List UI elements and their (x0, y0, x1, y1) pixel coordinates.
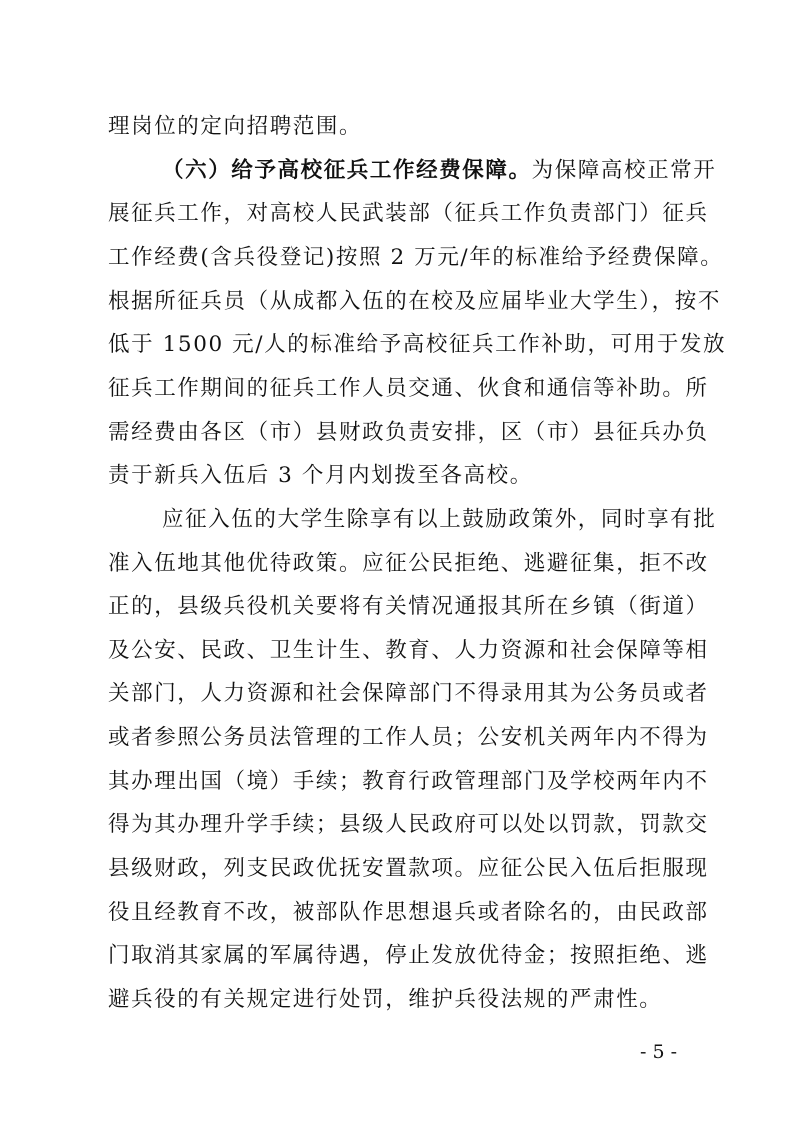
text-line: 展征兵工作，对高校人民武装部（征兵工作负责部门）征兵 (108, 201, 709, 226)
text-line: 准入伍地其他优待政策。应征公民拒绝、逃避征集，拒不改 (108, 551, 709, 576)
section-heading-line: （六）给予高校征兵工作经费保障。为保障高校正常开 (162, 158, 717, 183)
paragraph-start-line: 应征入伍的大学生除享有以上鼓励政策外，同时享有批 (162, 507, 717, 532)
text-line: 县级财政，列支民政优抚安置款项。应征公民入伍后拒服现 (108, 856, 709, 881)
text-line: 或者参照公务员法管理的工作人员；公安机关两年内不得为 (108, 725, 709, 750)
text-line: 及公安、民政、卫生计生、教育、人力资源和社会保障等相 (108, 638, 709, 663)
text-line: 理岗位的定向招聘范围。 (108, 114, 363, 139)
text-line: 门取消其家属的军属待遇，停止发放优待金；按照拒绝、逃 (108, 943, 709, 968)
text-line: 正的，县级兵役机关要将有关情况通报其所在乡镇（街道） (108, 594, 709, 619)
text-line: 需经费由各区（市）县财政负责安排，区（市）县征兵办负 (108, 420, 709, 445)
text-line: 低于 1500 元/人的标准给予高校征兵工作补助，可用于发放 (108, 332, 727, 357)
text-line: 责于新兵入伍后 3 个月内划拨至各高校。 (108, 463, 533, 488)
text-line: 征兵工作期间的征兵工作人员交通、伙食和通信等补助。所 (108, 376, 709, 401)
text-line: 工作经费(含兵役登记)按照 2 万元/年的标准给予经费保障。 (108, 245, 724, 270)
text-line: 关部门，人力资源和社会保障部门不得录用其为公务员或者 (108, 681, 709, 706)
text-line: 役且经教育不改，被部队作思想退兵或者除名的，由民政部 (108, 900, 709, 925)
page-number: - 5 - (640, 1041, 678, 1063)
text-line: 得为其办理升学手续；县级人民政府可以处以罚款，罚款交 (108, 812, 709, 837)
section-heading: （六）给予高校征兵工作经费保障。 (162, 158, 532, 183)
text-line: 其办理出国（境）手续；教育行政管理部门及学校两年内不 (108, 769, 709, 794)
text-line: 根据所征兵员（从成都入伍的在校及应届毕业大学生），按不 (108, 289, 721, 314)
text-line: 避兵役的有关规定进行处罚，维护兵役法规的严肃性。 (108, 987, 663, 1012)
